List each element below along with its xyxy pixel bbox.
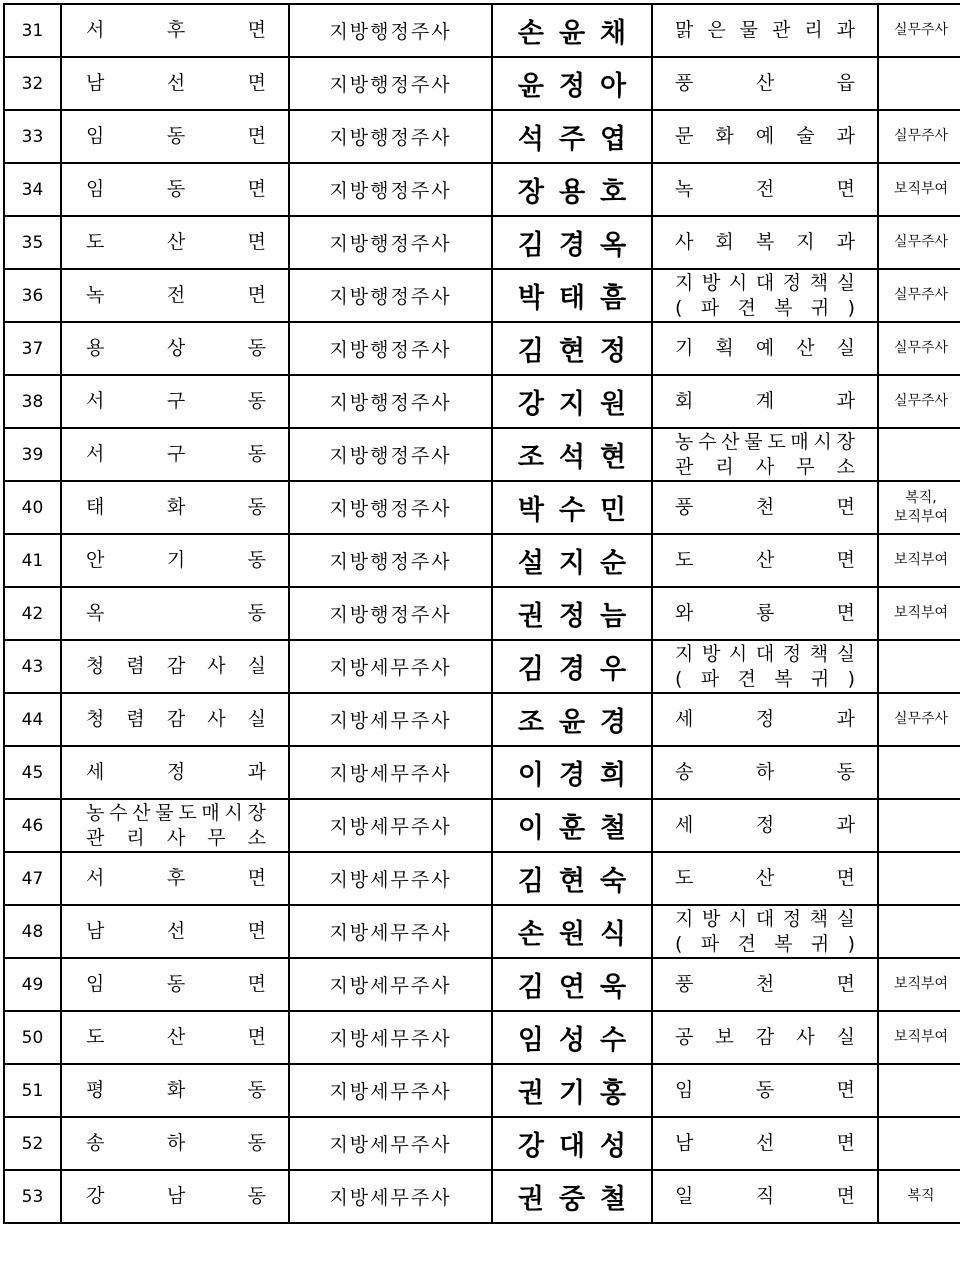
remarks — [878, 958, 960, 1011]
rank: 지방행정주사 — [289, 4, 492, 57]
remark-line: 보직부여 — [893, 508, 949, 525]
remarks — [878, 428, 960, 481]
cell-line: 농 수 산 물 도 매 시 장 — [86, 801, 266, 824]
remark-line: 실무주사 — [893, 711, 949, 727]
table-row — [4, 640, 960, 693]
table-row — [4, 852, 960, 905]
previous-post — [61, 587, 289, 640]
table-row — [4, 1064, 960, 1117]
remarks — [878, 799, 960, 852]
rank: 지방세무주사 — [289, 1064, 492, 1117]
person-name: 임성수 — [492, 1011, 652, 1064]
cell-line: 임 동 면 — [675, 1079, 855, 1101]
cell-line: 일 직 면 — [675, 1185, 855, 1207]
cell-line: 세 정 과 — [675, 708, 855, 730]
table-row — [4, 746, 960, 799]
new-post — [652, 799, 878, 852]
cell-line: 태 화 동 — [86, 496, 266, 518]
remark-line: 보직부여 — [893, 605, 949, 621]
cell-line: 회 계 과 — [675, 390, 855, 412]
remarks — [878, 693, 960, 746]
person-name: 강지원 — [492, 375, 652, 428]
person-name: 이훈철 — [492, 799, 652, 852]
remarks — [878, 534, 960, 587]
person-name: 권중철 — [492, 1170, 652, 1223]
cell-line: 농 수 산 물 도 매 시 장 — [675, 430, 855, 453]
row-number: 38 — [4, 375, 61, 428]
person-name: 석주엽 — [492, 110, 652, 163]
person-name: 강대성 — [492, 1117, 652, 1170]
row-number: 46 — [4, 799, 61, 852]
cell-line: 녹 전 면 — [86, 284, 266, 306]
previous-post — [61, 110, 289, 163]
remarks — [878, 640, 960, 693]
remark-line: 보직부여 — [893, 1029, 949, 1045]
new-post — [652, 958, 878, 1011]
remarks — [878, 163, 960, 216]
remark-line: 실무주사 — [893, 393, 949, 409]
rank: 지방세무주사 — [289, 1117, 492, 1170]
cell-line: 기 획 예 산 실 — [675, 337, 855, 359]
row-number: 52 — [4, 1117, 61, 1170]
table-row — [4, 4, 960, 57]
person-name: 이경희 — [492, 746, 652, 799]
cell-line: 세 정 과 — [86, 761, 266, 783]
row-number: 34 — [4, 163, 61, 216]
person-name: 김경우 — [492, 640, 652, 693]
row-number: 50 — [4, 1011, 61, 1064]
person-name: 김경옥 — [492, 216, 652, 269]
rank: 지방행정주사 — [289, 269, 492, 322]
rank: 지방세무주사 — [289, 905, 492, 958]
previous-post — [61, 693, 289, 746]
new-post — [652, 375, 878, 428]
row-number: 41 — [4, 534, 61, 587]
table-row — [4, 216, 960, 269]
table-row — [4, 1170, 960, 1223]
cell-line: 임 동 면 — [86, 125, 266, 147]
new-post — [652, 852, 878, 905]
previous-post — [61, 1011, 289, 1064]
cell-line: 풍 산 읍 — [675, 72, 855, 94]
rank: 지방행정주사 — [289, 216, 492, 269]
cell-line: 옥 동 — [86, 602, 266, 624]
previous-post — [61, 163, 289, 216]
cell-line: 도 산 면 — [86, 231, 266, 253]
person-name: 김연욱 — [492, 958, 652, 1011]
rank: 지방세무주사 — [289, 799, 492, 852]
remarks — [878, 1117, 960, 1170]
table-row — [4, 587, 960, 640]
row-number: 48 — [4, 905, 61, 958]
person-name: 김현정 — [492, 322, 652, 375]
rank: 지방행정주사 — [289, 163, 492, 216]
rank: 지방행정주사 — [289, 57, 492, 110]
cell-line: 관 리 사 무 소 — [86, 826, 266, 849]
remark-line: 보직부여 — [893, 976, 949, 992]
cell-line: 서 후 면 — [86, 19, 266, 41]
new-post — [652, 587, 878, 640]
remark-line: 실무주사 — [893, 340, 949, 356]
cell-line: 사 회 복 지 과 — [675, 231, 855, 253]
remark-line: 보직부여 — [893, 181, 949, 197]
remarks — [878, 322, 960, 375]
remarks — [878, 481, 960, 534]
table-body — [4, 4, 960, 1223]
previous-post — [61, 746, 289, 799]
cell-line: 청 렴 감 사 실 — [86, 655, 266, 677]
previous-post — [61, 428, 289, 481]
previous-post — [61, 1170, 289, 1223]
cell-line: 서 후 면 — [86, 867, 266, 889]
row-number: 43 — [4, 640, 61, 693]
person-name: 권기홍 — [492, 1064, 652, 1117]
person-name: 조석현 — [492, 428, 652, 481]
row-number: 32 — [4, 57, 61, 110]
cell-line: 남 선 면 — [675, 1132, 855, 1154]
rank: 지방행정주사 — [289, 587, 492, 640]
cell-line: 남 선 면 — [86, 72, 266, 94]
table-row — [4, 958, 960, 1011]
remarks — [878, 216, 960, 269]
new-post — [652, 1117, 878, 1170]
row-number: 33 — [4, 110, 61, 163]
table-row — [4, 693, 960, 746]
new-post — [652, 534, 878, 587]
table-row — [4, 481, 960, 534]
person-name: 박수민 — [492, 481, 652, 534]
cell-line: 공 보 감 사 실 — [675, 1026, 855, 1048]
cell-line: 서 구 동 — [86, 390, 266, 412]
person-name: 손윤채 — [492, 4, 652, 57]
person-name: 김현숙 — [492, 852, 652, 905]
cell-line: ( 파 견 복 귀 ) — [675, 667, 855, 690]
cell-line: 임 동 면 — [86, 973, 266, 995]
new-post — [652, 269, 878, 322]
personnel-table — [3, 3, 960, 1224]
table-row — [4, 269, 960, 322]
new-post — [652, 4, 878, 57]
table-row — [4, 905, 960, 958]
new-post — [652, 1011, 878, 1064]
table-row — [4, 428, 960, 481]
cell-line: 청 렴 감 사 실 — [86, 708, 266, 730]
row-number: 44 — [4, 693, 61, 746]
cell-line: 송 하 동 — [675, 761, 855, 783]
cell-line: 관 리 사 무 소 — [675, 455, 855, 478]
remarks — [878, 269, 960, 322]
row-number: 37 — [4, 322, 61, 375]
previous-post — [61, 640, 289, 693]
remarks — [878, 1170, 960, 1223]
rank: 지방세무주사 — [289, 852, 492, 905]
remarks — [878, 852, 960, 905]
new-post — [652, 110, 878, 163]
rank: 지방세무주사 — [289, 693, 492, 746]
rank: 지방행정주사 — [289, 481, 492, 534]
rank: 지방행정주사 — [289, 322, 492, 375]
table-row — [4, 1011, 960, 1064]
new-post — [652, 905, 878, 958]
previous-post — [61, 852, 289, 905]
previous-post — [61, 4, 289, 57]
row-number: 40 — [4, 481, 61, 534]
row-number: 49 — [4, 958, 61, 1011]
cell-line: 녹 전 면 — [675, 178, 855, 200]
table-row — [4, 163, 960, 216]
table-row — [4, 322, 960, 375]
remarks — [878, 375, 960, 428]
cell-line: 풍 천 면 — [675, 973, 855, 995]
rank: 지방세무주사 — [289, 746, 492, 799]
cell-line: 평 화 동 — [86, 1079, 266, 1101]
previous-post — [61, 269, 289, 322]
remark-line: 복직 — [907, 1188, 935, 1204]
previous-post — [61, 958, 289, 1011]
remarks — [878, 57, 960, 110]
person-name: 손원식 — [492, 905, 652, 958]
previous-post — [61, 905, 289, 958]
cell-line: 세 정 과 — [675, 814, 855, 836]
cell-line: 도 산 면 — [675, 867, 855, 889]
rank: 지방행정주사 — [289, 110, 492, 163]
cell-line: 안 기 동 — [86, 549, 266, 571]
cell-line: 문 화 예 술 과 — [675, 125, 855, 147]
cell-line: 와 룡 면 — [675, 602, 855, 624]
cell-line: 도 산 면 — [86, 1026, 266, 1048]
previous-post — [61, 534, 289, 587]
previous-post — [61, 57, 289, 110]
row-number: 39 — [4, 428, 61, 481]
previous-post — [61, 481, 289, 534]
remark-line: 실무주사 — [893, 128, 949, 144]
cell-line: 지 방 시 대 정 책 실 — [675, 907, 855, 930]
new-post — [652, 640, 878, 693]
row-number: 31 — [4, 4, 61, 57]
new-post — [652, 163, 878, 216]
remark-line: 실무주사 — [893, 234, 949, 250]
table-row — [4, 534, 960, 587]
remarks — [878, 587, 960, 640]
person-name: 장용호 — [492, 163, 652, 216]
cell-line: 맑 은 물 관 리 과 — [675, 19, 855, 41]
cell-line: 도 산 면 — [675, 549, 855, 571]
person-name: 설지순 — [492, 534, 652, 587]
remarks — [878, 110, 960, 163]
previous-post — [61, 216, 289, 269]
table-row — [4, 799, 960, 852]
table-row — [4, 110, 960, 163]
rank: 지방행정주사 — [289, 375, 492, 428]
new-post — [652, 216, 878, 269]
rank: 지방세무주사 — [289, 1170, 492, 1223]
table-row — [4, 1117, 960, 1170]
new-post — [652, 481, 878, 534]
new-post — [652, 1170, 878, 1223]
cell-line: 지 방 시 대 정 책 실 — [675, 642, 855, 665]
row-number: 35 — [4, 216, 61, 269]
new-post — [652, 322, 878, 375]
remark-line: 보직부여 — [893, 552, 949, 568]
row-number: 47 — [4, 852, 61, 905]
cell-line: 남 선 면 — [86, 920, 266, 942]
row-number: 36 — [4, 269, 61, 322]
rank: 지방행정주사 — [289, 428, 492, 481]
remarks — [878, 4, 960, 57]
remark-line: 실무주사 — [893, 287, 949, 303]
rank: 지방세무주사 — [289, 1011, 492, 1064]
person-name: 윤정아 — [492, 57, 652, 110]
cell-line: ( 파 견 복 귀 ) — [675, 296, 855, 319]
remarks — [878, 1011, 960, 1064]
remark-line: 복직, — [905, 489, 937, 506]
cell-line: 지 방 시 대 정 책 실 — [675, 271, 855, 294]
cell-line: 송 하 동 — [86, 1132, 266, 1154]
rank: 지방세무주사 — [289, 640, 492, 693]
previous-post — [61, 1117, 289, 1170]
new-post — [652, 693, 878, 746]
cell-line: 임 동 면 — [86, 178, 266, 200]
remarks — [878, 746, 960, 799]
previous-post — [61, 322, 289, 375]
cell-line: 풍 천 면 — [675, 496, 855, 518]
row-number: 45 — [4, 746, 61, 799]
cell-line: 강 남 동 — [86, 1185, 266, 1207]
previous-post — [61, 375, 289, 428]
person-name: 박태흠 — [492, 269, 652, 322]
cell-line: 용 상 동 — [86, 337, 266, 359]
previous-post — [61, 799, 289, 852]
remarks — [878, 1064, 960, 1117]
row-number: 51 — [4, 1064, 61, 1117]
cell-line: ( 파 견 복 귀 ) — [675, 932, 855, 955]
rank: 지방행정주사 — [289, 534, 492, 587]
remarks — [878, 905, 960, 958]
new-post — [652, 57, 878, 110]
row-number: 42 — [4, 587, 61, 640]
new-post — [652, 746, 878, 799]
row-number: 53 — [4, 1170, 61, 1223]
cell-line: 서 구 동 — [86, 443, 266, 465]
person-name: 조윤경 — [492, 693, 652, 746]
rank: 지방세무주사 — [289, 958, 492, 1011]
new-post — [652, 1064, 878, 1117]
table-row — [4, 57, 960, 110]
table-row — [4, 375, 960, 428]
person-name: 권정늠 — [492, 587, 652, 640]
previous-post — [61, 1064, 289, 1117]
remark-line: 실무주사 — [893, 22, 949, 38]
new-post — [652, 428, 878, 481]
